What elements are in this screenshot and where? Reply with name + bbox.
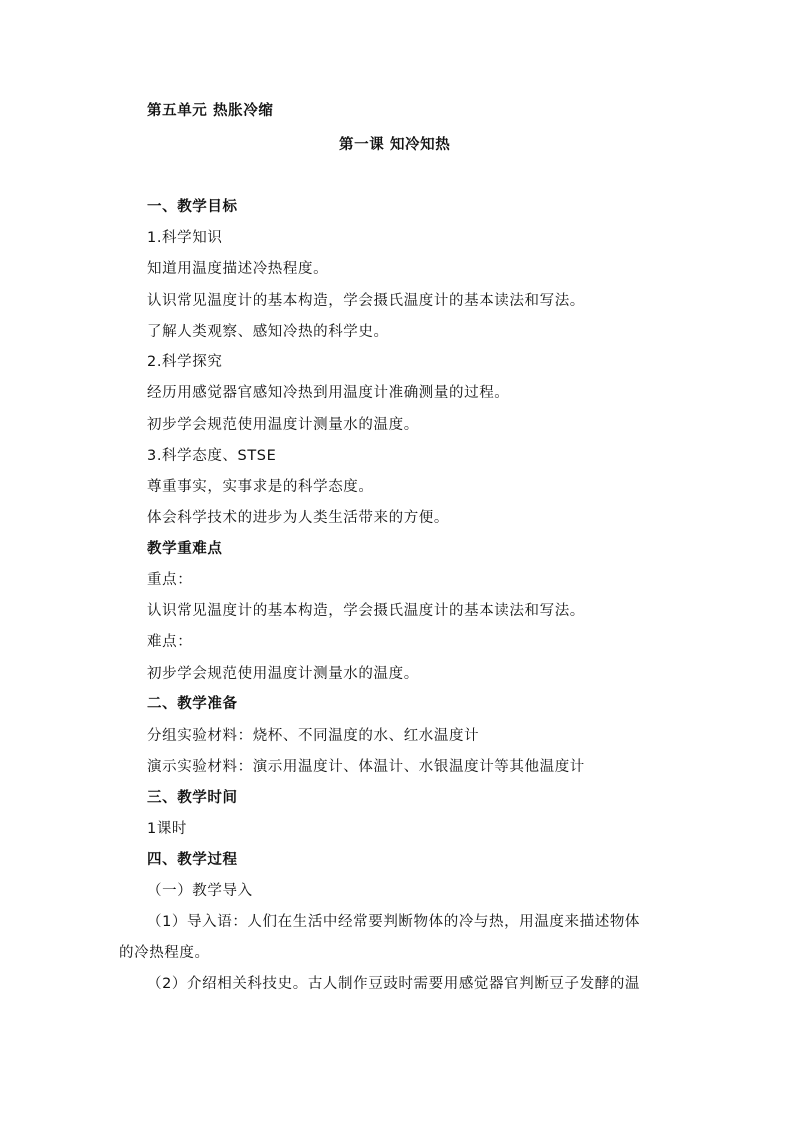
paragraph: 初步学会规范使用温度计测量水的温度。 [147, 417, 419, 433]
section-heading-key-points: 教学重难点 [147, 541, 223, 557]
paragraph: 体会科学技术的进步为人类生活带来的方便。 [147, 510, 449, 526]
section-heading-objectives: 一、教学目标 [147, 199, 238, 215]
unit-title: 第五单元 热胀冷缩 [147, 103, 274, 119]
paragraph: 了解人类观察、感知冷热的科学史。 [147, 324, 389, 340]
paragraph: 分组实验材料：烧杯、不同温度的水、红水温度计 [147, 728, 480, 744]
paragraph: 初步学会规范使用温度计测量水的温度。 [147, 666, 419, 682]
paragraph: 经历用感觉器官感知冷热到用温度计准确测量的过程。 [147, 385, 510, 401]
paragraph: 演示实验材料：演示用温度计、体温计、水银温度计等其他温度计 [147, 759, 585, 775]
section-heading-process: 四、教学过程 [147, 852, 238, 868]
paragraph: 的冷热程度。 [119, 945, 210, 961]
section-heading-time: 三、教学时间 [147, 790, 238, 806]
subheading-science-inquiry: 2.科学探究 [147, 354, 223, 370]
key-point-label: 重点： [147, 572, 193, 588]
lesson-title: 第一课 知冷知热 [339, 137, 451, 153]
section-heading-preparation: 二、教学准备 [147, 696, 238, 712]
difficulty-label: 难点： [147, 634, 193, 650]
paragraph: 尊重事实，实事求是的科学态度。 [147, 479, 374, 495]
subheading-science-attitude: 3.科学态度、STSE [147, 448, 277, 464]
paragraph: （1）导入语：人们在生活中经常要判断物体的冷与热，用温度来描述物体 [147, 914, 641, 930]
subheading-introduction: （一）教学导入 [147, 883, 253, 899]
paragraph: （2）介绍相关科技史。古人制作豆豉时需要用感觉器官判断豆子发酵的温 [147, 976, 641, 992]
paragraph: 知道用温度描述冷热程度。 [147, 261, 329, 277]
paragraph: 认识常见温度计的基本构造，学会摄氏温度计的基本读法和写法。 [147, 293, 585, 309]
paragraph: 认识常见温度计的基本构造，学会摄氏温度计的基本读法和写法。 [147, 603, 585, 619]
paragraph: 1课时 [147, 821, 188, 837]
subheading-science-knowledge: 1.科学知识 [147, 230, 223, 246]
